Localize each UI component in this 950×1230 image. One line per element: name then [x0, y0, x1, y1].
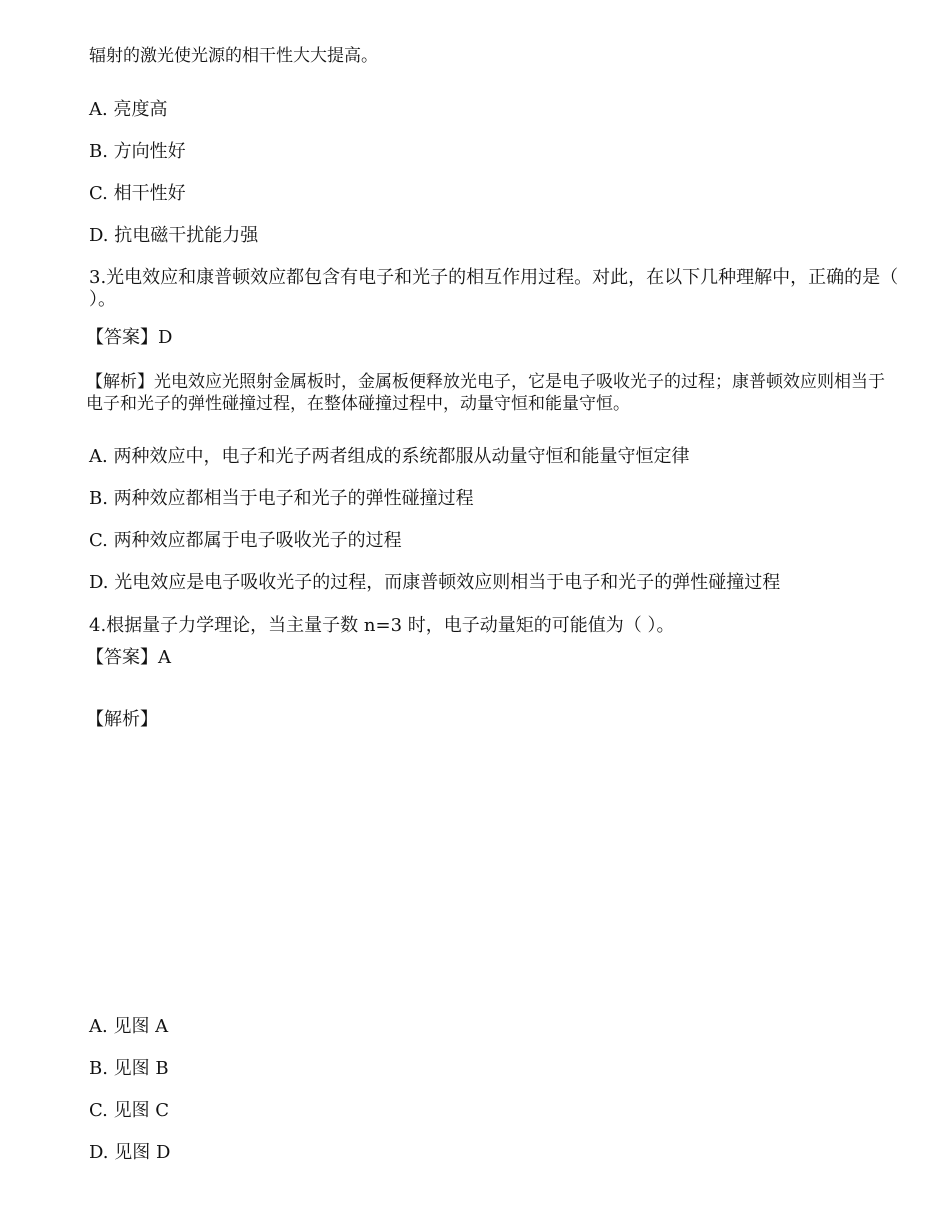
intro-text: 辐射的激光使光源的相干性大大提高。 — [89, 46, 378, 66]
q4-option-a: A. 见图 A — [89, 1016, 169, 1037]
q3-question: 3.光电效应和康普顿效应都包含有电子和光子的相互作用过程。对此，在以下几种理解中，正确的是（ ）。 — [89, 267, 899, 310]
q2-option-b: B. 方向性好 — [89, 141, 186, 162]
q4-answer: 【答案】A — [86, 647, 171, 668]
q3-analysis: 【解析】光电效应光照射金属板时，金属板便释放光电子，它是电子吸收光子的过程；康普顿效应则相当于电子和光子的弹性碰撞过程，在整体碰撞过程中，动量守恒和能量守恒。 — [86, 372, 885, 414]
q4-option-d: D. 见图 D — [89, 1142, 171, 1163]
q2-option-c: C. 相干性好 — [89, 183, 186, 204]
q3-option-c: C. 两种效应都属于电子吸收光子的过程 — [89, 530, 402, 551]
q3-option-a: A. 两种效应中，电子和光子两者组成的系统都服从动量守恒和能量守恒定律 — [89, 446, 690, 467]
q4-question: 4.根据量子力学理论，当主量子数 n=3 时，电子动量矩的可能值为（ ）。 — [89, 615, 675, 636]
q4-option-c: C. 见图 C — [89, 1100, 170, 1121]
q4-analysis: 【解析】 — [86, 709, 158, 730]
q3-answer: 【答案】D — [86, 327, 173, 348]
q2-option-d: D. 抗电磁干扰能力强 — [89, 225, 259, 246]
q4-option-b: B. 见图 B — [89, 1058, 169, 1079]
q3-option-b: B. 两种效应都相当于电子和光子的弹性碰撞过程 — [89, 488, 474, 509]
q2-option-a: A. 亮度高 — [89, 99, 168, 120]
q3-option-d: D. 光电效应是电子吸收光子的过程，而康普顿效应则相当于电子和光子的弹性碰撞过程 — [89, 572, 781, 593]
